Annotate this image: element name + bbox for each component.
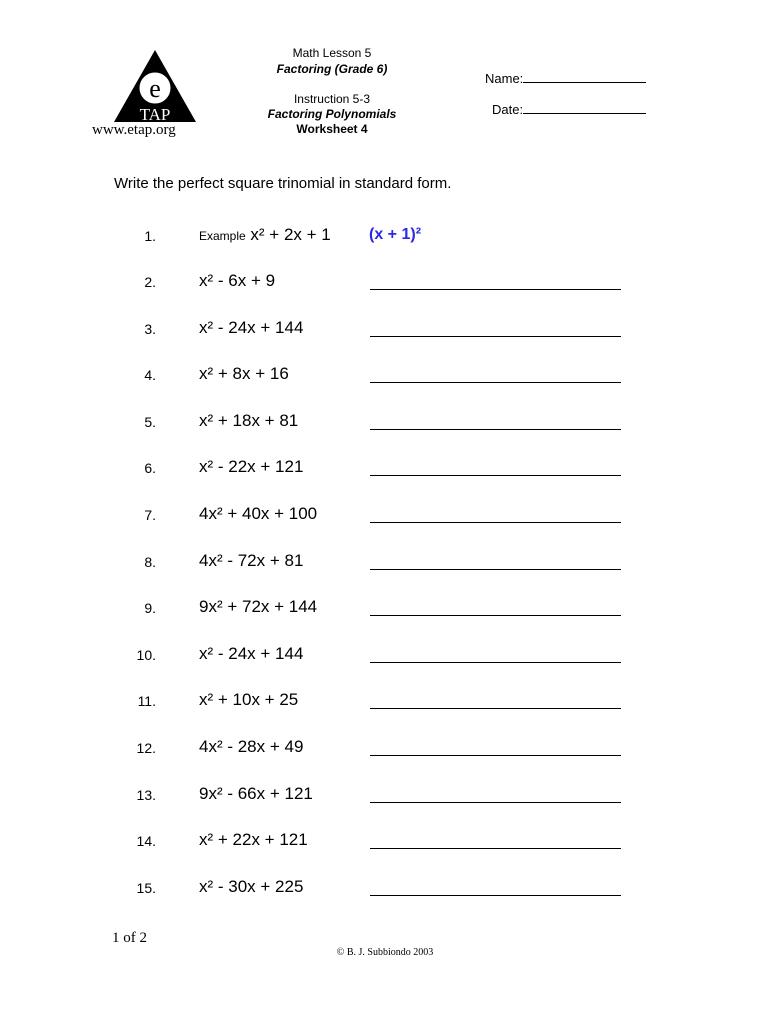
answer-line[interactable] <box>370 895 621 896</box>
svg-text:TAP: TAP <box>139 105 171 124</box>
problem-expression: x² - 22x + 121 <box>199 457 304 476</box>
problem-expression: 4x² + 40x + 100 <box>199 504 318 523</box>
problem-number: 6. <box>144 460 156 476</box>
problem-number: 14. <box>136 833 156 849</box>
problem-expression: x² + 18x + 81 <box>199 411 299 430</box>
answer-line[interactable] <box>370 662 621 663</box>
problem-number: 10. <box>136 647 156 663</box>
problem-number: 3. <box>144 321 156 337</box>
unit-title: Factoring Polynomials <box>267 107 397 121</box>
example-label: Example <box>199 229 246 243</box>
lesson-title: Math Lesson 5 <box>292 46 372 60</box>
date-line[interactable] <box>523 101 646 114</box>
problem-number: 5. <box>144 414 156 430</box>
problem-expression: 4x² - 28x + 49 <box>199 737 304 756</box>
instruction-text: Write the perfect square trinomial in standard form. <box>114 175 452 192</box>
worksheet-title: Worksheet 4 <box>296 122 368 136</box>
problem-number: 11. <box>137 693 156 709</box>
answer-line[interactable] <box>370 708 621 709</box>
example-answer: (x + 1)² <box>369 226 422 243</box>
answer-line[interactable] <box>370 615 621 616</box>
answer-line[interactable] <box>370 848 621 849</box>
problem-number: 15. <box>136 880 156 896</box>
answer-line[interactable] <box>370 289 621 290</box>
example-trinomial: x² + 2x + 1 <box>250 225 331 244</box>
answer-line[interactable] <box>370 475 621 476</box>
problem-expression: x² - 30x + 225 <box>199 877 304 896</box>
answer-line[interactable] <box>370 336 621 337</box>
problem-number: 9. <box>144 600 156 616</box>
problem-number: 7. <box>144 507 156 523</box>
problem-expression: x² - 6x + 9 <box>199 271 276 290</box>
answer-line[interactable] <box>370 569 621 570</box>
answer-line[interactable] <box>370 382 621 383</box>
problem-number: 4. <box>144 367 156 383</box>
answer-line[interactable] <box>370 429 621 430</box>
problem-expression: 9x² + 72x + 144 <box>199 597 318 616</box>
website-url: www.etap.org <box>92 122 176 138</box>
name-field[interactable] <box>485 70 646 86</box>
problem-expression: x² - 24x + 144 <box>199 318 304 337</box>
svg-text:e: e <box>149 74 161 103</box>
problem-expression: x² - 24x + 144 <box>199 644 304 663</box>
problem-number: 2. <box>144 274 156 290</box>
answer-line[interactable] <box>370 755 621 756</box>
etap-logo <box>112 48 198 124</box>
answer-line[interactable] <box>370 522 621 523</box>
problem-expression: 4x² - 72x + 81 <box>199 551 304 570</box>
problem-expression: 9x² - 66x + 121 <box>199 784 313 803</box>
problem-number: 13. <box>136 787 156 803</box>
problem-expression: x² + 22x + 121 <box>199 830 308 849</box>
example-number: 1. <box>144 228 156 244</box>
name-line[interactable] <box>523 70 646 83</box>
problem-expression: x² + 10x + 25 <box>199 690 299 709</box>
date-label: Date: <box>492 102 524 117</box>
lesson-topic: Factoring (Grade 6) <box>276 62 388 76</box>
problem-number: 12. <box>136 740 156 756</box>
problem-expression: x² + 8x + 16 <box>199 364 289 383</box>
page-number: 1 of 2 <box>112 930 147 946</box>
name-label: Name: <box>485 71 524 86</box>
date-field[interactable] <box>492 101 646 117</box>
copyright: © B. J. Subbiondo 2003 <box>336 947 434 958</box>
answer-line[interactable] <box>370 802 621 803</box>
instruction-code: Instruction 5-3 <box>293 92 371 106</box>
example-expression <box>199 225 331 245</box>
problem-number: 8. <box>144 554 156 570</box>
